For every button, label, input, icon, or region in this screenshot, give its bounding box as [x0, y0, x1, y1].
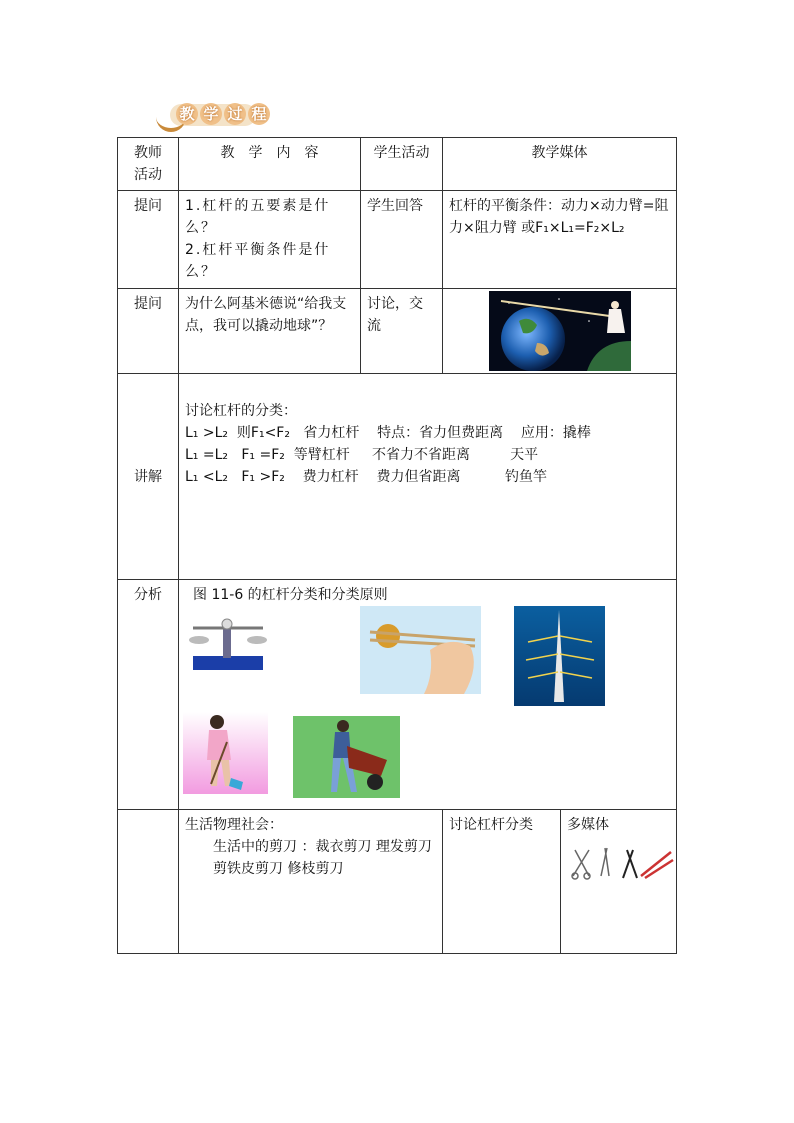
row1-question-1: 1.杠杆的五要素是什么？: [185, 198, 331, 236]
figure-caption: 图 11-6 的杠杆分类和分类原则: [193, 587, 388, 603]
teaching-process-badge: [156, 100, 267, 130]
header-teaching-media: 教学媒体: [443, 138, 677, 191]
badge-char: 程: [248, 103, 270, 125]
lever-type-line: L₁ <L₂ F₁ >F₂ 费力杠杆 费力但省距离 钓鱼竿: [185, 469, 547, 485]
row3-teacher: 讲解: [118, 374, 179, 580]
header-teacher-activity: 教师 活动: [118, 138, 179, 191]
badge-char: 学: [200, 103, 222, 125]
row2-content: 为什么阿基米德说“给我支点，我可以撬动地球”？: [179, 289, 361, 374]
badge-char: 过: [224, 103, 246, 125]
table-row: [118, 374, 677, 580]
row2-teacher: 提问: [118, 289, 179, 374]
table-row: [118, 191, 677, 289]
wheelbarrow-image: [293, 716, 400, 798]
lever-type-line: L₁ >L₂ 则F₁<F₂ 省力杠杆 特点：省力但费距离 应用：撬棒: [185, 425, 591, 441]
table-row: [118, 810, 677, 954]
life-physics-title: 生活物理社会：: [185, 817, 283, 833]
row1-student: 学生回答: [361, 191, 443, 289]
girl-sweeping-image: [183, 712, 268, 794]
header-student-activity: 学生活动: [361, 138, 443, 191]
lesson-table: [117, 137, 677, 954]
balance-scale-image: [183, 606, 273, 678]
row1-media: 杠杆的平衡条件：动力×动力臂=阻力×阻力臂 或F₁×L₁=F₂×L₂: [443, 191, 677, 289]
lever-type-line: L₁ =L₂ F₁ =F₂ 等臂杠杆 不省力不省距离 天平: [185, 447, 539, 463]
chopsticks-image: [360, 606, 481, 694]
archimedes-earth-image: [489, 291, 631, 371]
row1-question-2: 2.杠杆平衡条件是什么？: [185, 242, 331, 280]
header-teaching-content: 教 学 内 容: [179, 138, 361, 191]
scissors-list: 生活中的剪刀 ：裁衣剪刀 理发剪刀 剪铁皮剪刀 修枝剪刀: [213, 839, 432, 877]
table-header-row: [118, 138, 677, 191]
row1-teacher: 提问: [118, 191, 179, 289]
scissors-icon: [567, 846, 675, 880]
row2-student: 讨论，交流: [361, 289, 443, 374]
row5-student: 讨论杠杆分类: [443, 810, 561, 954]
badge-char: 教: [176, 103, 198, 125]
table-row: [118, 289, 677, 374]
row4-teacher: 分析: [118, 580, 179, 810]
lever-classification-title: 讨论杠杆的分类：: [185, 403, 297, 419]
rowing-boat-image: [514, 606, 605, 706]
row5-media: 多媒体: [567, 817, 609, 833]
